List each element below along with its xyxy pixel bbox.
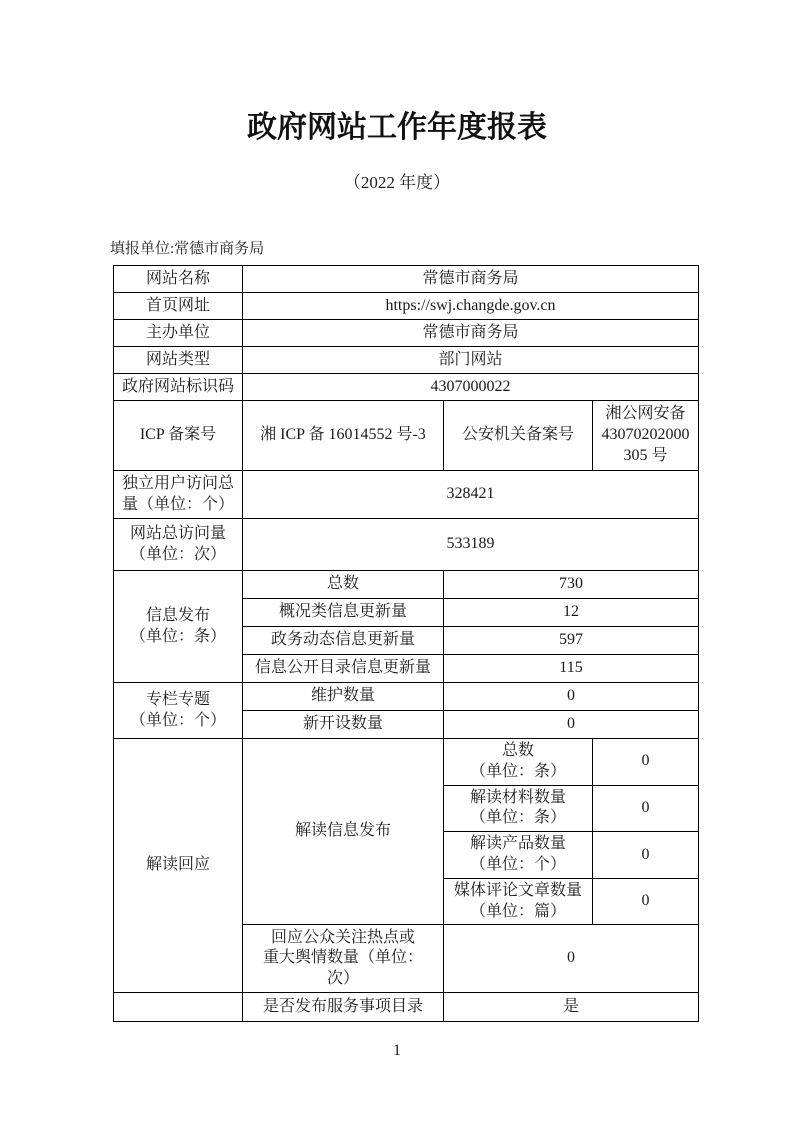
overview-update-value: 12 <box>444 599 699 627</box>
text-line: 重大舆情数量（单位： <box>262 949 423 967</box>
open-directory-update-value: 115 <box>444 655 699 683</box>
overview-update-label: 概况类信息更新量 <box>243 599 444 627</box>
page-subtitle: （2022 年度） <box>343 173 451 192</box>
table-row <box>114 993 699 1022</box>
homepage-url-label: 首页网址 <box>114 293 243 320</box>
text-line: 43070202000 <box>601 426 690 444</box>
text-line: 独立用户访问总 <box>121 474 234 492</box>
table-row <box>114 374 699 401</box>
interpretation-info-label: 解读信息发布 <box>243 739 444 925</box>
text-line: 媒体评论文章数量 <box>453 881 582 899</box>
interp-total-label <box>444 739 593 786</box>
media-comment-value: 0 <box>593 878 699 925</box>
site-id-label: 政府网站标识码 <box>114 374 243 401</box>
page-number: 1 <box>393 1042 401 1059</box>
organizer-value: 常德市商务局 <box>243 320 699 347</box>
homepage-url-value: https://swj.changde.gov.cn <box>243 293 699 320</box>
maintained-count-value: 0 <box>444 683 699 711</box>
police-record-value <box>593 401 699 471</box>
text-line: （单位：次） <box>129 545 226 563</box>
text-line: 量（单位：个） <box>121 495 234 513</box>
report-table <box>113 265 699 1022</box>
gov-news-update-label: 政务动态信息更新量 <box>243 627 444 655</box>
open-directory-update-label: 信息公开目录信息更新量 <box>243 655 444 683</box>
interp-material-value: 0 <box>593 785 699 832</box>
table-row <box>114 347 699 374</box>
text-line: 湘公网安备 <box>605 405 686 423</box>
icp-label: ICP 备案号 <box>114 401 243 471</box>
site-type-value: 部门网站 <box>243 347 699 374</box>
info-release-group-label <box>114 571 243 683</box>
text-line: 回应公众关注热点或 <box>270 928 415 946</box>
interpretation-group-label: 解读回应 <box>114 739 243 993</box>
table-row <box>114 293 699 320</box>
table-row <box>114 320 699 347</box>
info-total-label: 总数 <box>243 571 444 599</box>
site-name-value: 常德市商务局 <box>243 266 699 293</box>
text-line: 次） <box>326 970 359 988</box>
text-line: （单位：条） <box>129 627 226 645</box>
text-line: 网站总访问量 <box>129 524 226 542</box>
total-visits-label <box>114 519 243 571</box>
reporting-unit: 填报单位:常德市商务局 <box>110 241 265 257</box>
text-line: 信息发布 <box>145 606 210 624</box>
empty-cell <box>114 993 243 1022</box>
text-line: 解读产品数量 <box>469 835 566 853</box>
text-line: （单位：篇） <box>469 902 566 920</box>
text-line: 解读材料数量 <box>469 788 566 806</box>
table-row <box>114 519 699 571</box>
table-row <box>114 471 699 519</box>
interp-material-label <box>444 785 593 832</box>
respond-hotspot-value: 0 <box>444 925 699 993</box>
table-row <box>114 683 699 711</box>
site-name-label: 网站名称 <box>114 266 243 293</box>
table-row <box>114 266 699 293</box>
text-line: （单位：个） <box>129 711 226 729</box>
interp-total-value: 0 <box>593 739 699 786</box>
newly-opened-count-value: 0 <box>444 711 699 739</box>
newly-opened-count-label: 新开设数量 <box>243 711 444 739</box>
text-line: （单位：个） <box>469 855 566 873</box>
maintained-count-label: 维护数量 <box>243 683 444 711</box>
interp-product-label <box>444 832 593 879</box>
unique-visitors-value: 328421 <box>243 471 699 519</box>
interp-product-value: 0 <box>593 832 699 879</box>
total-visits-value: 533189 <box>243 519 699 571</box>
text-line: 305 号 <box>623 446 668 464</box>
service-directory-label: 是否发布服务事项目录 <box>243 993 444 1022</box>
respond-hotspot-label <box>243 925 444 993</box>
info-total-value: 730 <box>444 571 699 599</box>
text-line: （单位：条） <box>469 809 566 827</box>
text-line: （单位：条） <box>469 762 566 780</box>
icp-value: 湘 ICP 备 16014552 号-3 <box>243 401 444 471</box>
table-row <box>114 401 699 471</box>
text-line: 专栏专题 <box>145 690 210 708</box>
page-title: 政府网站工作年度报表 <box>247 111 547 144</box>
site-id-value: 4307000022 <box>243 374 699 401</box>
gov-news-update-value: 597 <box>444 627 699 655</box>
table-row <box>114 571 699 599</box>
table-row <box>114 739 699 786</box>
text-line: 总数 <box>501 742 534 759</box>
special-columns-group-label <box>114 683 243 739</box>
police-record-label: 公安机关备案号 <box>444 401 593 471</box>
organizer-label: 主办单位 <box>114 320 243 347</box>
site-type-label: 网站类型 <box>114 347 243 374</box>
media-comment-label <box>444 878 593 925</box>
service-directory-value: 是 <box>444 993 699 1022</box>
unique-visitors-label <box>114 471 243 519</box>
